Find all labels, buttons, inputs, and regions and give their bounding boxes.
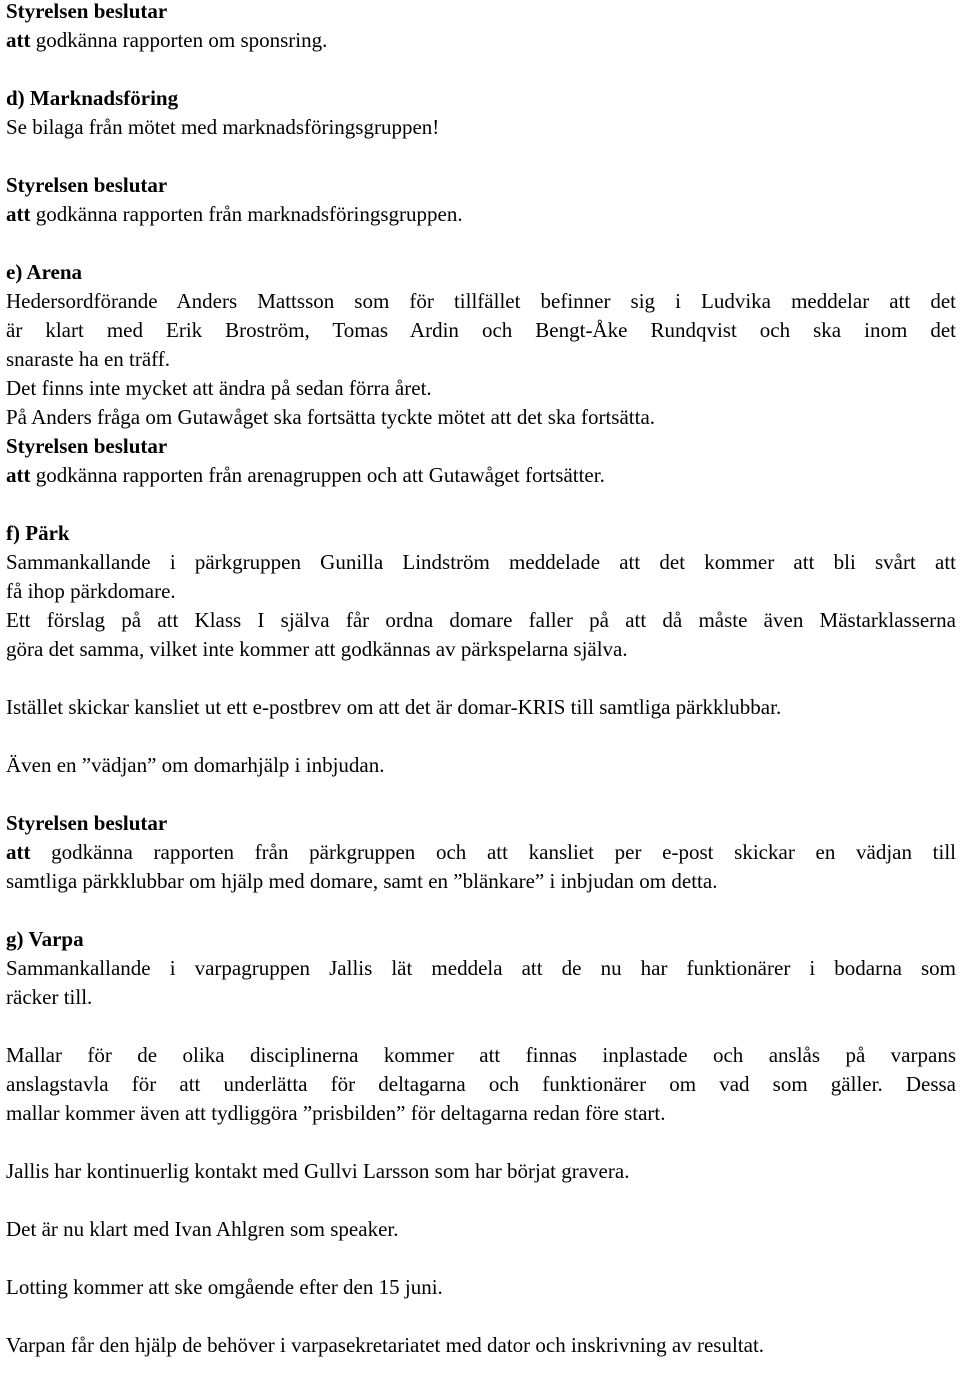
- decision-heading: Styrelsen beslutar: [6, 173, 168, 197]
- spacer: [6, 55, 956, 84]
- body-line: Jallis har kontinuerlig kontakt med Gullvi Larsson som har börjat gravera.: [6, 1159, 630, 1183]
- section-body: Se bilaga från mötet med marknadsföringsgruppen!: [6, 115, 440, 139]
- varpa-paragraph: [6, 1273, 956, 1302]
- decision-text: godkänna rapporten om sponsring.: [30, 28, 328, 52]
- spacer: [6, 490, 956, 519]
- decision-heading: Styrelsen beslutar: [6, 0, 168, 23]
- varpa-paragraph: [6, 1331, 956, 1360]
- body-line: Lotting kommer att ske omgående efter den 15 juni.: [6, 1275, 443, 1299]
- marknadsforing-decision: [6, 171, 956, 229]
- decision-text: godkänna rapporten från pärkgruppen och att kansliet per e-post skickar en vädjan till: [30, 840, 956, 864]
- decision-text-line: [6, 26, 956, 55]
- body-line: Ett förslag på att Klass I själva får ordna domare faller på att då måste även Mästarklasserna: [6, 608, 956, 632]
- park-paragraph: [6, 751, 956, 780]
- spacer: [6, 229, 956, 258]
- decision-text-line: [6, 838, 956, 867]
- decision-text: godkänna rapporten från arenagruppen och att Gutawåget fortsätter.: [30, 463, 605, 487]
- body-line: Sammankallande i pärkgruppen Gunilla Lindström meddelade att det kommer att bli svårt att: [6, 550, 956, 574]
- park-paragraph: [6, 693, 956, 722]
- decision-att: att: [6, 463, 31, 487]
- decision-att: att: [6, 202, 31, 226]
- spacer: [6, 722, 956, 751]
- marknadsforing-section: [6, 84, 956, 142]
- section-heading: g) Varpa: [6, 927, 84, 951]
- varpa-paragraph: [6, 1041, 956, 1128]
- body-line: Varpan får den hjälp de behöver i varpasekretariatet med dator och inskrivning av resultat.: [6, 1333, 765, 1357]
- section-heading: d) Marknadsföring: [6, 86, 179, 110]
- body-line: Hedersordförande Anders Mattsson som för tillfället befinner sig i Ludvika meddelar att det: [6, 289, 956, 313]
- body-line: Det är nu klart med Ivan Ahlgren som speaker.: [6, 1217, 399, 1241]
- decision-text-line: [6, 461, 956, 490]
- body-line: göra det samma, vilket inte kommer att godkännas av pärkspelarna själva.: [6, 637, 628, 661]
- body-line: få ihop pärkdomare.: [6, 579, 176, 603]
- body-line: På Anders fråga om Gutawåget ska fortsätta tyckte mötet att det ska fortsätta.: [6, 405, 656, 429]
- varpa-paragraph: [6, 1215, 956, 1244]
- spacer: [6, 1302, 956, 1331]
- body-line: Sammankallande i varpagruppen Jallis lät meddela att de nu har funktionärer i bodarna som: [6, 956, 956, 980]
- body-line: anslagstavla för att underlätta för deltagarna och funktionärer om vad som gäller. Dessa: [6, 1072, 956, 1096]
- spacer: [6, 1128, 956, 1157]
- spacer: [6, 896, 956, 925]
- body-line: räcker till.: [6, 985, 93, 1009]
- spacer: [6, 1012, 956, 1041]
- body-line: Mallar för de olika disciplinerna kommer att finnas inplastade och anslås på varpans: [6, 1043, 956, 1067]
- section-heading: e) Arena: [6, 260, 83, 284]
- arena-section: [6, 258, 956, 490]
- decision-text-line: samtliga pärkklubbar om hjälp med domare, samt en ”blänkare” i inbjudan om detta.: [6, 869, 718, 893]
- body-line: Det finns inte mycket att ändra på sedan förra året.: [6, 376, 432, 400]
- decision-att: att: [6, 840, 31, 864]
- body-line: är klart med Erik Broström, Tomas Ardin och Bengt-Åke Rundqvist och ska inom det: [6, 318, 956, 342]
- decision-text-line: [6, 200, 956, 229]
- varpa-paragraph: [6, 1157, 956, 1186]
- spacer: [6, 1186, 956, 1215]
- decision-text: godkänna rapporten från marknadsföringsgruppen.: [30, 202, 463, 226]
- park-decision: [6, 809, 956, 896]
- body-line: Även en ”vädjan” om domarhjälp i inbjudan.: [6, 753, 385, 777]
- sponsring-decision: [6, 0, 956, 55]
- spacer: [6, 780, 956, 809]
- varpa-section: [6, 925, 956, 1012]
- section-heading: f) Pärk: [6, 521, 70, 545]
- decision-heading: Styrelsen beslutar: [6, 811, 168, 835]
- body-line: snaraste ha en träff.: [6, 347, 171, 371]
- body-line: Istället skickar kansliet ut ett e-postbrev om att det är domar-KRIS till samtliga pärkklubbar.: [6, 695, 782, 719]
- decision-att: att: [6, 28, 31, 52]
- document-page: [6, 0, 956, 1360]
- park-section: [6, 519, 956, 664]
- spacer: [6, 664, 956, 693]
- body-line: mallar kommer även att tydliggöra ”prisbilden” för deltagarna redan före start.: [6, 1101, 666, 1125]
- spacer: [6, 142, 956, 171]
- spacer: [6, 1244, 956, 1273]
- decision-heading: Styrelsen beslutar: [6, 434, 168, 458]
